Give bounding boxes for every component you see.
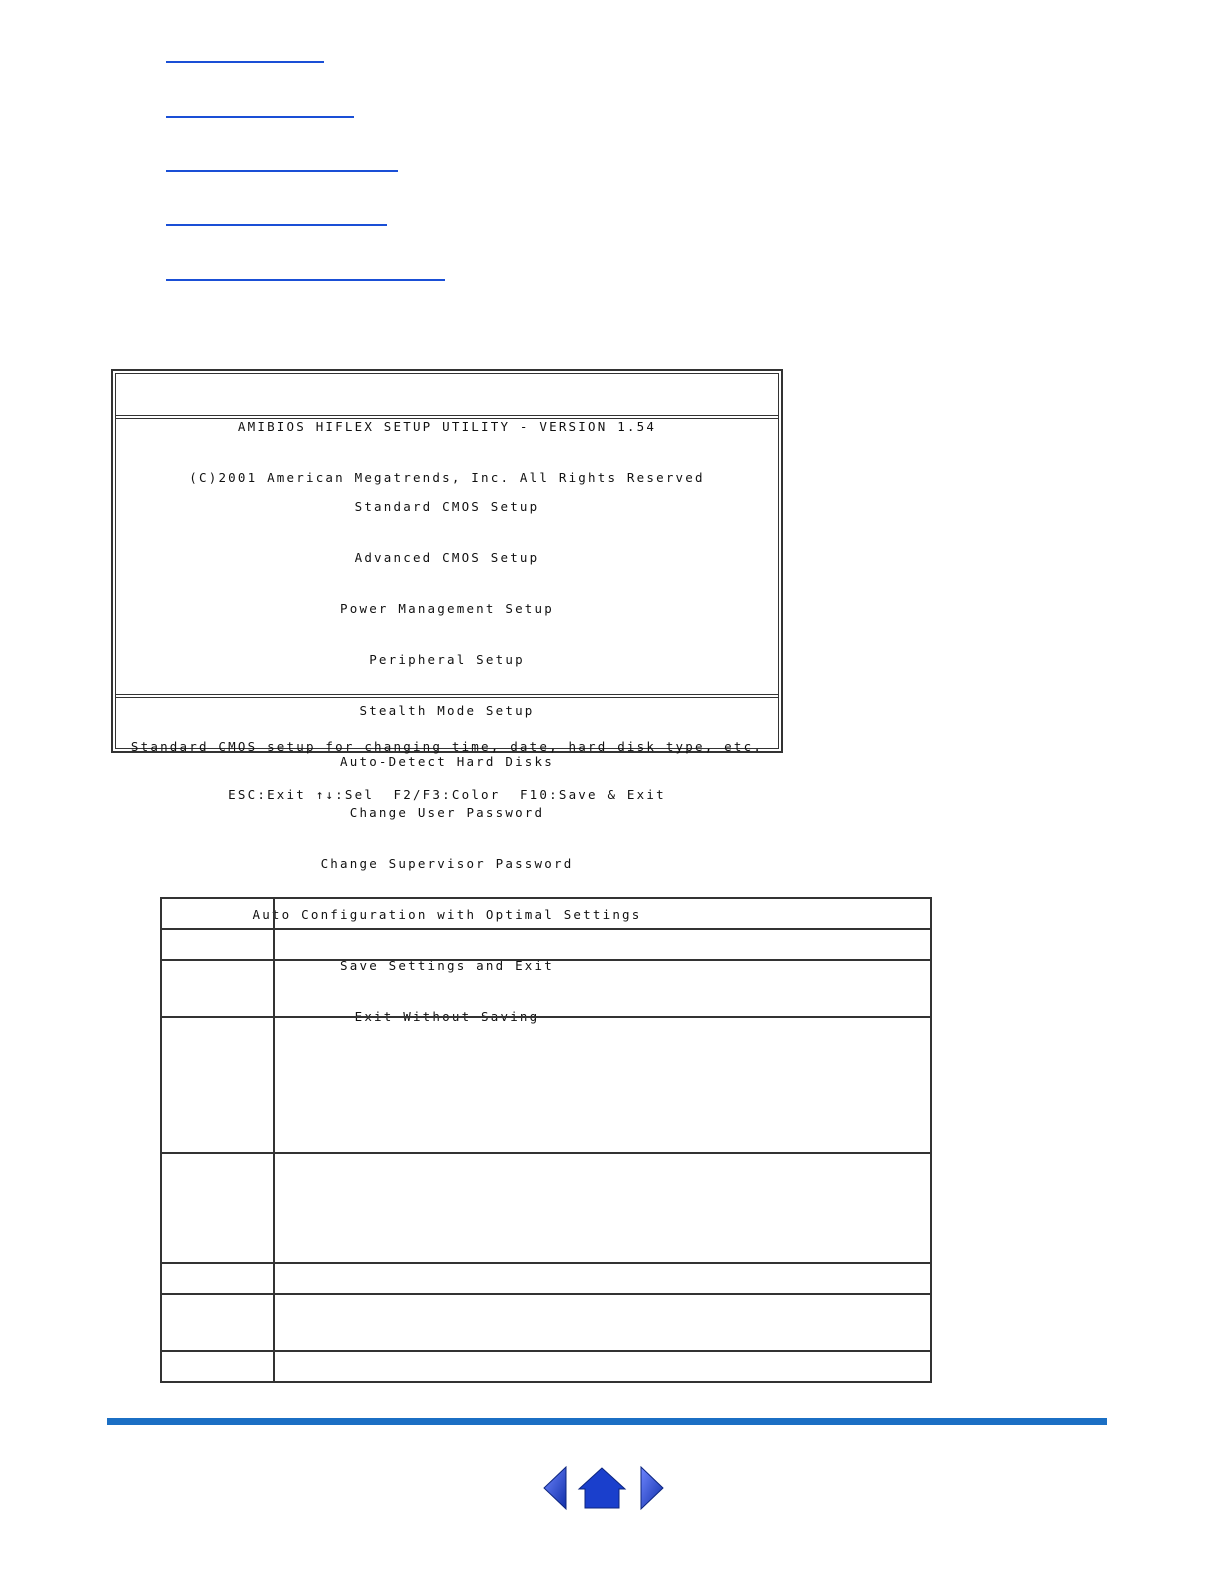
footer-rule xyxy=(107,1418,1107,1425)
menu-item-auto-config[interactable]: Auto Configuration with Optimal Settings xyxy=(252,907,642,922)
menu-item-save-exit[interactable]: Save Settings and Exit xyxy=(340,958,554,973)
table-row xyxy=(161,1294,931,1351)
link-3[interactable] xyxy=(166,170,398,172)
menu-item-exit-no-save[interactable]: Exit Without Saving xyxy=(354,1009,540,1024)
link-1[interactable] xyxy=(166,61,324,63)
bios-copyright: (C)2001 American Megatrends, Inc. All Rights Reserved xyxy=(189,470,705,485)
header-divider xyxy=(116,415,778,416)
bios-footer xyxy=(116,707,778,835)
table-row xyxy=(161,1017,931,1153)
menu-item-peripheral[interactable]: Peripheral Setup xyxy=(369,652,525,667)
link-2[interactable] xyxy=(166,116,354,118)
footer-divider-inner xyxy=(116,697,778,698)
menu-item-advanced-cmos[interactable]: Advanced CMOS Setup xyxy=(354,550,540,565)
table-row xyxy=(161,1153,931,1263)
table-row xyxy=(161,898,931,929)
bios-status-line: Standard CMOS setup for changing time, date, hard disk type, etc. xyxy=(130,739,764,754)
bios-title: AMIBIOS HIFLEX SETUP UTILITY - VERSION 1.54 xyxy=(237,419,657,434)
bios-frame xyxy=(115,373,779,1024)
right-arrow-icon[interactable] xyxy=(637,1463,687,1513)
menu-item-auto-detect[interactable]: Auto-Detect Hard Disks xyxy=(340,754,554,769)
reference-table xyxy=(160,897,932,1383)
header-divider-inner xyxy=(116,418,778,419)
home-icon[interactable] xyxy=(577,1463,627,1513)
table-row xyxy=(161,1351,931,1382)
footer-divider xyxy=(116,694,778,695)
table-row xyxy=(161,960,931,1017)
menu-item-user-password[interactable]: Change User Password xyxy=(349,805,545,820)
link-4[interactable] xyxy=(166,224,387,226)
menu-item-stealth-mode[interactable]: Stealth Mode Setup xyxy=(359,703,535,718)
menu-item-supervisor-password[interactable]: Change Supervisor Password xyxy=(320,856,574,871)
link-5[interactable] xyxy=(166,279,445,281)
menu-item-standard-cmos[interactable]: Standard CMOS Setup xyxy=(354,499,540,514)
bios-key-help: ESC:Exit ↑↓:Sel F2/F3:Color F10:Save & Exit xyxy=(228,787,666,802)
table-row xyxy=(161,1263,931,1294)
bios-setup-screen xyxy=(111,369,783,1024)
table-row xyxy=(161,929,931,960)
menu-item-power-management[interactable]: Power Management Setup xyxy=(340,601,554,616)
